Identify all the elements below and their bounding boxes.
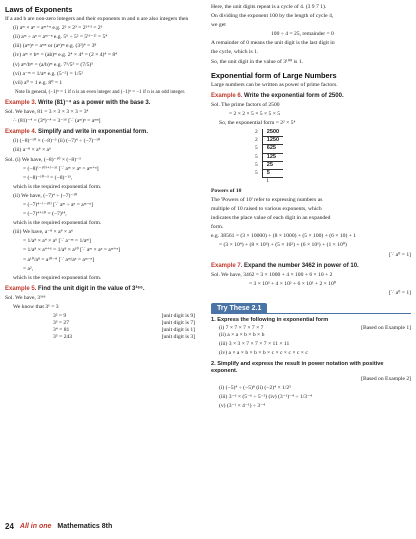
cont-line: Here, the unit digits repeat is a cycle of 4. (3 9 7 1). bbox=[211, 4, 327, 10]
division-row: 1 bbox=[266, 177, 269, 184]
example-5-line: Sol. We have, 3³⁶⁶ bbox=[5, 294, 46, 301]
powers-line: indicates the place value of each digit in an expanded bbox=[211, 215, 331, 222]
try-item: (i) (−5)⁴ ÷ (−5)⁸ (ii) (−2)⁴ × 1/2⁵ bbox=[219, 384, 292, 391]
try-these-box bbox=[211, 303, 411, 314]
division-row: 5 5 bbox=[251, 169, 283, 177]
unit-digit-row: 3⁴ = 81 [unit digit is 1] bbox=[53, 327, 195, 334]
law-item: (iii) (aᵐ)ⁿ = aᵐⁿ or (aⁿ)ᵐ e.g. (3²)⁴ = 3⁸ bbox=[13, 43, 97, 50]
law-item: (vi) a⁻ᵐ = 1/aᵐ e.g. (5⁻²) = 1/5² bbox=[13, 70, 83, 77]
try-question-1: 1. Express the following in exponential form bbox=[211, 317, 329, 324]
example-7-title: Example 7. Expand the number 3462 in power of 10. bbox=[211, 262, 359, 269]
division-row: 5 25 bbox=[251, 161, 283, 169]
example-5-line: We know that 3¹ = 3 bbox=[13, 304, 59, 310]
example-4-line: = a¹⁰/a⁸ = a¹⁰⁻⁸ [∵ aᵐ/aⁿ = aᵐ⁻ⁿ] bbox=[23, 256, 95, 263]
try-item: (iii) 3⁻⁶ × (5⁻⁶ ÷ 5⁻²) (iv) (3⁻¹)⁻⁴ ÷ 1/3⁻⁴ bbox=[219, 393, 313, 400]
example-6-line: Sol. The prime factors of 2500 bbox=[211, 101, 280, 108]
example-4-line: Sol. (i) We have, (−8)⁻¹⁰ × (−8)⁻³ bbox=[5, 156, 81, 163]
cont-line: the cycle, which is 1. bbox=[211, 49, 259, 56]
example-3-title: Example 3. Write (81)⁻⁴ as a power with the base 3. bbox=[5, 99, 151, 106]
page-footer bbox=[5, 522, 112, 531]
right-column bbox=[211, 0, 411, 412]
powers-line: multiple of 10 raised to various exponents, which bbox=[211, 206, 322, 213]
division-row: 5 625 bbox=[251, 145, 283, 153]
example-4-line: = (−7)⁴⁺¹⁰ = (−7)¹⁴, bbox=[23, 211, 67, 218]
powers-line: = (3 × 10⁴) + (8 × 10³) + (5 × 10²) + (6 × 10¹) + (1 × 10⁰) bbox=[219, 242, 347, 249]
law-item: (i) aᵐ × aⁿ = aᵐ⁺ⁿ e.g. 2² × 2³ = 2²⁺³ = 2⁵ bbox=[13, 25, 103, 32]
example-4-line: which is the required exponential form. bbox=[13, 220, 102, 227]
large-numbers-heading: Exponential form of Large Numbers bbox=[211, 70, 337, 80]
try-item: (iii) 3 × 3 × 7 × 7 × 7 × 11 × 11 bbox=[219, 341, 290, 348]
example-4-line: = 1/a⁸ × a⁴⁺⁶ = 1/a⁸ × a¹⁰ [∵ aᵐ × aⁿ = aᵐ⁺ⁿ] bbox=[23, 247, 121, 254]
division-row: 2 2500 bbox=[251, 129, 283, 137]
example-7-line: [∵ a⁰ = 1] bbox=[388, 289, 411, 296]
division-row: 2 1250 bbox=[251, 137, 283, 145]
example-3-line: Sol. We have, 81 = 3 × 3 × 3 × 3 = 3⁴ bbox=[5, 109, 89, 116]
subject-title: Mathematics 8th bbox=[57, 523, 113, 530]
unit-digit-row: 3³ = 27 [unit digit is 7] bbox=[53, 320, 195, 327]
powers-line: The 'Powers of 10' refer to expressing numbers as bbox=[211, 196, 323, 203]
try-item: (v) (3⁻¹ × 4⁻¹) ÷ 3⁻⁴ bbox=[219, 403, 266, 410]
example-6-line: So, the exponential form = 2² × 5⁴ bbox=[219, 120, 296, 127]
example-4-parts: (i) (−8)⁻¹⁰ × (−8)⁻³ (ii) (−7)⁴ ÷ (−7)⁻¹⁰ bbox=[13, 138, 101, 145]
law-item: (v) aᵐ/bᵐ = (a/b)ᵐ e.g. 7⁵/5⁵ = (7/5)⁵ bbox=[13, 61, 94, 68]
law-item: (iv) aᵐ × bᵐ = (ab)ᵐ e.g. 2⁴ × 4⁴ = (2 × 4)⁴ = 8⁴ bbox=[13, 52, 118, 59]
example-4-line: which is the required exponential form. bbox=[13, 274, 102, 281]
example-4-line: = 1/a⁸ × a⁴ × a⁶ [∵ a⁻ᵐ = 1/aᵐ] bbox=[23, 238, 91, 245]
unit-digit-table bbox=[5, 313, 205, 341]
laws-intro: If a and b are non-zero integers and their exponents m and n are also integers then bbox=[5, 16, 189, 23]
powers-heading: Powers of 10 bbox=[211, 187, 242, 194]
left-column bbox=[5, 0, 205, 341]
example-4-line: (iii) We have, a⁻⁸ × a⁴ × a⁶ bbox=[13, 229, 73, 236]
example-4-part3: (iii) a⁻⁸ × a⁴ × a⁶ bbox=[13, 147, 51, 154]
try-question-2: 2. Simplify and express the result in power notation with positive exponent. bbox=[211, 360, 384, 374]
cont-line: A remainder of 0 means the unit digit is the last digit in bbox=[211, 40, 335, 47]
law-item: (ii) aᵐ ÷ aⁿ = aᵐ⁻ⁿ e.g. 5⁶ ÷ 5² = 5⁽⁶⁻²⁾ = 5⁴ bbox=[13, 34, 108, 41]
division-table bbox=[251, 129, 283, 185]
cont-line: 100 ÷ 4 = 25, remainder = 0 bbox=[271, 31, 334, 38]
powers-line: e.g. 38561 = (3 × 10000) + (8 × 1000) + (5 × 100) + (6 × 10) + 1 bbox=[211, 233, 357, 240]
example-7-line: = 3 × 10³ + 4 × 10² + 6 × 10¹ + 2 × 10⁰ bbox=[249, 280, 337, 287]
brand-logo: All in one bbox=[19, 523, 52, 530]
example-4-title: Example 4. Simplify and write in exponential form. bbox=[5, 129, 149, 136]
example-7-line: Sol. We have, 3462 = 3 × 1000 + 4 × 100 + 6 × 10 + 2 bbox=[211, 271, 333, 278]
example-4-line: (ii) We have, (−7)⁴ ÷ (−7)⁻¹⁰ bbox=[13, 192, 78, 199]
page-number: 24 bbox=[5, 522, 14, 531]
example-3-line: ∴ (81)⁻⁴ = (3⁴)⁻⁴ = 3⁻¹⁶ [∵ (aᵐ)ⁿ = aᵐⁿ] bbox=[13, 118, 101, 125]
law-item: (vii) a⁰ = 1 e.g. 8⁰ = 1 bbox=[13, 79, 63, 86]
powers-line: form. bbox=[211, 224, 224, 231]
unit-digit-row: 3⁵ = 243 [unit digit is 3] bbox=[53, 334, 195, 341]
try-item: (ii) a × a × b × b × b bbox=[219, 332, 265, 339]
cont-line: So, the unit digit in the value of 3¹⁰⁰ is 1. bbox=[211, 58, 303, 65]
unit-digit-row: 3² = 9 [unit digit is 9] bbox=[53, 313, 195, 320]
division-row: 5 125 bbox=[251, 153, 283, 161]
laws-heading: Laws of Exponents bbox=[5, 5, 73, 14]
example-4-line: = (−8)⁽⁻¹⁰⁾⁺⁽⁻³⁾ [∵ aᵐ × aⁿ = aᵐ⁺ⁿ] bbox=[23, 165, 99, 172]
powers-line: [∵ a⁰ = 1] bbox=[388, 251, 411, 258]
example-4-line: = (−8)⁻¹⁰⁻³ = (−8)⁻¹³, bbox=[23, 174, 73, 181]
try-item: (i) 7 × 7 × 7 × 7 × 7 [Based on Example 1] bbox=[219, 325, 411, 332]
example-6-title: Example 6. Write the exponential form of 2500. bbox=[211, 92, 344, 99]
laws-note: Note In general, (−1)ⁿ = 1 if n is an even integer and (−1)ⁿ = −1 if n is an odd integer. bbox=[15, 89, 186, 95]
example-6-line: = 2 × 2 × 5 × 5 × 5 × 5 bbox=[229, 111, 281, 118]
try-these-badge: Try These 2.1 bbox=[211, 303, 267, 314]
large-numbers-sub: Large numbers can be written as power of prime factors. bbox=[211, 81, 338, 88]
example-5-title: Example 5. Find the unit digit in the value of 3³⁶⁶. bbox=[5, 285, 145, 292]
cont-line: we get bbox=[211, 22, 226, 29]
example-4-line: which is the required exponential form. bbox=[13, 183, 102, 190]
example-4-line: = a², bbox=[23, 265, 34, 272]
example-4-line: = (−7)⁴⁻⁽⁻¹⁰⁾ [∵ aᵐ ÷ aⁿ = aᵐ⁻ⁿ] bbox=[23, 201, 94, 208]
laws-list bbox=[5, 25, 205, 87]
try-question-2-note: [Based on Example 2] bbox=[361, 375, 411, 382]
try-item: (iv) a × a × b × b × b × c × c × c × c × c bbox=[219, 350, 308, 357]
cont-line: On dividing the exponent 100 by the length of cycle 4, bbox=[211, 13, 334, 20]
